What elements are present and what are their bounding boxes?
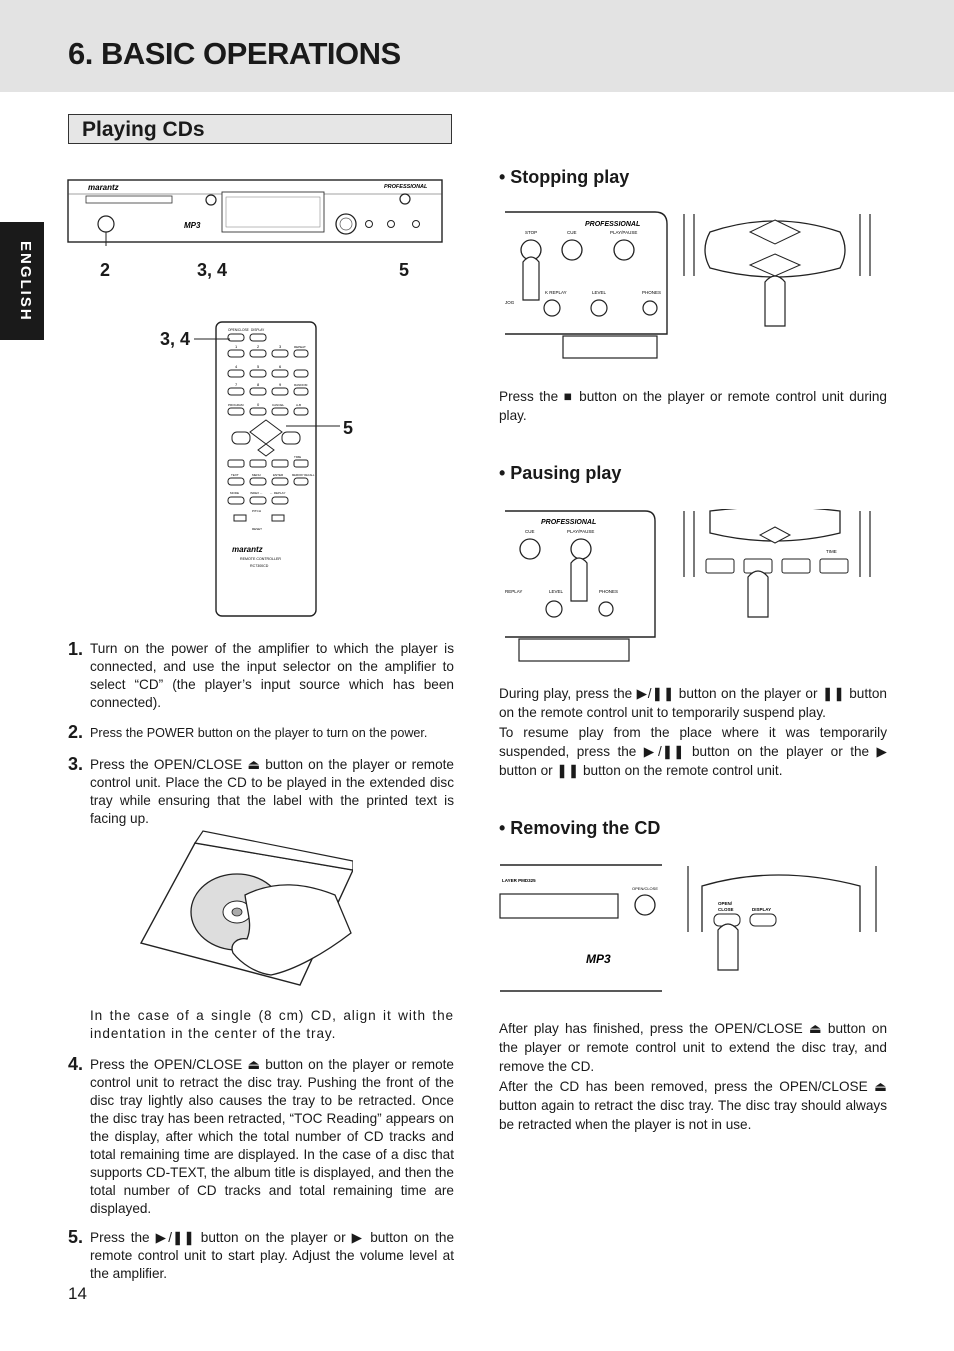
player-brand: marantz bbox=[88, 183, 119, 192]
remote-open-close-label: OPEN/CLOSE bbox=[228, 328, 249, 332]
stopping-remote-detail bbox=[680, 210, 875, 330]
removing-model-label: LAYER PMD325 bbox=[502, 878, 536, 883]
remote-time-label: TIME bbox=[294, 455, 302, 459]
stopping-stop-label: STOP bbox=[525, 230, 538, 235]
pausing-play-pause-button bbox=[571, 539, 591, 559]
pausing-player-panel bbox=[505, 509, 660, 663]
remote-digit-8: 8 bbox=[257, 382, 260, 387]
remote-digit-7: 7 bbox=[235, 382, 238, 387]
stopping-phones-label: PHONES bbox=[642, 290, 662, 295]
step-5-number: 5. bbox=[68, 1227, 84, 1247]
pausing-level-label: LEVEL bbox=[549, 589, 564, 594]
removing-disc-tray bbox=[500, 894, 618, 918]
remote-digit-4: 4 bbox=[235, 364, 238, 369]
pausing-remote-finger bbox=[748, 571, 768, 617]
step-2-number: 2. bbox=[68, 722, 84, 742]
remote-digit-1: 1 bbox=[235, 344, 238, 349]
remote-brand: marantz bbox=[232, 545, 263, 554]
step-3-text: Press the OPEN/CLOSE ⏏ button on the player or remote control unit. Place the CD to be played in the extended disc tray while ensuring that the label with the printed text is facing up. bbox=[90, 757, 454, 826]
stopping-play-pause-label: PLAY/PAUSE bbox=[610, 230, 638, 235]
stopping-cue-label: CUE bbox=[567, 230, 577, 235]
section-box bbox=[68, 114, 452, 144]
removing-remote-detail bbox=[686, 862, 881, 972]
stopping-finger bbox=[523, 257, 539, 300]
page-number: 14 bbox=[68, 1284, 87, 1303]
remote-a-b-label: A-B bbox=[296, 403, 302, 407]
remote-enter-label: ENTER bbox=[273, 473, 284, 477]
removing-mp3-logo: MP3 bbox=[586, 952, 611, 966]
remote-reset-label: RESET bbox=[252, 527, 263, 531]
step-1-text: Turn on the power of the amplifier to which the player is connected, and use the input selector on the amplifier to select “CD” (the player’s input source which has been connected). bbox=[90, 641, 454, 710]
remote-text-label: TEXT bbox=[231, 473, 239, 477]
cd-tray-illustration bbox=[135, 825, 353, 990]
stopping-level-label: LEVEL bbox=[592, 290, 607, 295]
removing-open-close-button bbox=[635, 895, 655, 915]
stopping-badge: PROFESSIONAL bbox=[585, 221, 641, 228]
remote-digit-2: 2 bbox=[257, 344, 260, 349]
player-front-illustration bbox=[66, 176, 452, 246]
pausing-finger bbox=[571, 558, 587, 601]
remote-digit-9: 9 bbox=[279, 382, 282, 387]
remote-callout-open-close: 3, 4 bbox=[160, 329, 191, 349]
player-mp3-logo: MP3 bbox=[184, 221, 201, 230]
step-2-text: Press the POWER button on the player to turn on the power. bbox=[90, 726, 428, 740]
step-1-number: 1. bbox=[68, 639, 84, 659]
remote-digit-6: 6 bbox=[279, 364, 282, 369]
removing-heading: • Removing the CD bbox=[499, 818, 661, 838]
section-title: Playing CDs bbox=[82, 118, 205, 141]
remote-digit-0: 0 bbox=[257, 402, 260, 407]
removing-text-1: After play has finished, press the OPEN/CLOSE ⏏ button on the player or remote control unit to extend the disc tray, and remove the CD. bbox=[499, 1021, 887, 1074]
chapter-title: 6. BASIC OPERATIONS bbox=[68, 36, 401, 71]
remote-memory-recall-label: MEMORY RECALL bbox=[292, 474, 315, 477]
pausing-text-1: During play, press the ▶/❚❚ button on the player or ❚❚ button on the remote control unit to temporarily suspend play. bbox=[499, 686, 887, 720]
remote-random-label: RANDOM bbox=[294, 383, 308, 387]
stopping-remote-finger bbox=[765, 276, 785, 326]
pausing-play-pause-label: PLAY/PAUSE bbox=[567, 529, 595, 534]
stopping-text: Press the ■ button on the player or remote control unit during play. bbox=[499, 389, 887, 423]
remote-replay-label: ← REPLAY bbox=[270, 491, 286, 495]
remote-digit-5: 5 bbox=[257, 364, 260, 369]
remote-controller-label: REMOTE CONTROLLER bbox=[240, 557, 281, 561]
remote-pitch-label: PITCH bbox=[252, 509, 261, 513]
removing-remote-close-label: CLOSE bbox=[718, 907, 734, 912]
step-4-text: Press the OPEN/CLOSE ⏏ button on the player or remote control unit to retract the disc tray. Pushing the front of the disc tray lightly also causes the tray to be retracted. Once the disc tray has been retracted, “TOC Reading” appears on the display, after which the total number of CD tracks and total remaining time are displayed. In the case of a disc that supports CD-TEXT, the album title is displayed, and then the total number of CD tracks and total remaining time are displayed. bbox=[90, 1057, 454, 1216]
removing-remote-display-label: DISPLAY bbox=[752, 907, 772, 912]
remote-program-label: PROGRAM bbox=[228, 403, 244, 407]
step-4-number: 4. bbox=[68, 1054, 84, 1074]
removing-remote-open-label: OPEN/ bbox=[718, 901, 733, 906]
play-pause-button bbox=[400, 194, 410, 204]
language-tab bbox=[0, 222, 44, 340]
open-close-button bbox=[206, 195, 216, 205]
pausing-text-2: To resume play from the place where it was temporarily suspended, press the ▶/❚❚ button on the player or the ▶ button or ❚❚ button on the remote control unit. bbox=[499, 725, 887, 778]
disc-tray-slot bbox=[86, 196, 172, 203]
remote-digit-3: 3 bbox=[279, 344, 282, 349]
pausing-time-label: TIME bbox=[826, 549, 837, 554]
remote-callout-play: 5 bbox=[343, 418, 354, 438]
player-badge: PROFESSIONAL bbox=[384, 184, 428, 190]
stopping-jog-label: JOG bbox=[505, 300, 515, 305]
removing-open-close-label: OPEN/CLOSE bbox=[632, 886, 659, 891]
pausing-cue-label: CUE bbox=[525, 529, 535, 534]
removing-player-panel bbox=[498, 862, 663, 994]
callout-open-close: 3, 4 bbox=[197, 260, 228, 280]
pausing-heading: • Pausing play bbox=[499, 463, 622, 483]
removing-text-2: After the CD has been removed, press the OPEN/CLOSE ⏏ button again to retract the disc tray. The disc tray should always be retracted when the player is not in use. bbox=[499, 1079, 887, 1132]
pausing-badge: PROFESSIONAL bbox=[541, 519, 597, 526]
stopping-replay-label: K REPLAY bbox=[545, 290, 567, 295]
remote-repeat-label: REPEAT bbox=[294, 345, 306, 349]
step-3-number: 3. bbox=[68, 754, 84, 774]
step-5-text: Press the ▶/❚❚ button on the player or ▶ button on the remote control unit to start play. Adjust the volume level at the amplifier. bbox=[90, 1230, 454, 1281]
pausing-replay-label: REPLAY bbox=[505, 589, 523, 594]
power-button bbox=[98, 216, 114, 232]
remote-mode-label: MODE bbox=[230, 491, 239, 495]
small-cd-note: In the case of a single (8 cm) CD, align it with the indentation in the center of the tray. bbox=[90, 1008, 454, 1041]
remote-callout-lines bbox=[190, 330, 350, 430]
remote-cancel-label: CANCEL bbox=[272, 403, 285, 407]
pausing-phones-label: PHONES bbox=[599, 589, 619, 594]
callout-power: 2 bbox=[100, 260, 111, 280]
stopping-heading: • Stopping play bbox=[499, 167, 630, 187]
pausing-remote-detail bbox=[680, 509, 875, 621]
remote-index-label: INDEX ← bbox=[250, 491, 264, 495]
hand bbox=[232, 885, 351, 975]
callout-play: 5 bbox=[399, 260, 410, 280]
removing-remote-finger bbox=[718, 924, 738, 970]
remote-menu-label: MENU bbox=[252, 473, 261, 477]
remote-display-label: DISPLAY bbox=[251, 328, 265, 332]
language-tab-label: ENGLISH bbox=[17, 240, 34, 322]
stopping-player-panel bbox=[505, 210, 673, 362]
remote-model-label: RC7300CD bbox=[250, 564, 269, 568]
